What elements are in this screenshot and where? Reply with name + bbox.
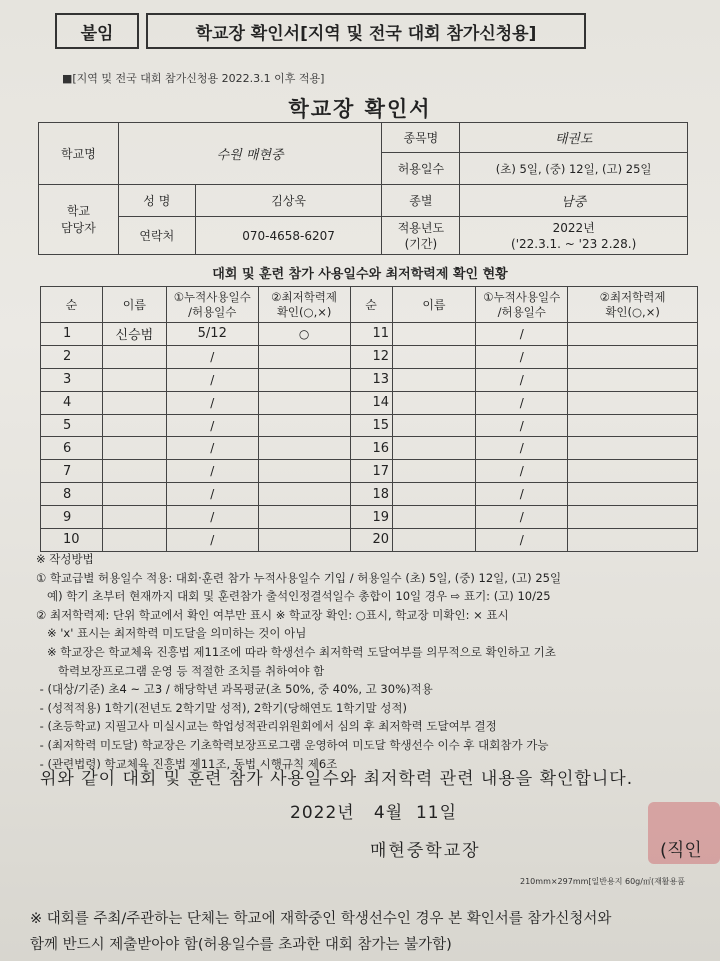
sport-value: 태권도 [460,123,688,153]
col-header-no: 순 [41,287,103,323]
cell-used: / [476,460,568,483]
cell-no: 13 [350,368,392,391]
col-header-used-days: ①누적사용일수 /허용일수 [166,287,258,323]
attachment-tag: 붙임 [55,13,139,49]
instruction-line: ※ 작성방법 [36,552,94,566]
cell-check [568,414,698,437]
instruction-line: ② 최저학력제: 단위 학교에서 확인 여부만 표시 ※ 학교장 확인: ○표시, 학교장 미확인: × 표시 [36,607,509,622]
cell-check [258,483,350,506]
cell-name: 신승범 [102,323,166,346]
cell-no: 18 [350,483,392,506]
cell-no: 12 [350,345,392,368]
col-header-no: 순 [350,287,392,323]
cell-used: / [476,483,568,506]
school-head-name: 매현중학교장 [370,841,481,861]
cell-name [102,368,166,391]
table-row [41,414,698,437]
cell-name [102,460,166,483]
cell-used: / [476,368,568,391]
seal-label: (직인 [660,840,702,861]
cell-name [102,414,166,437]
confirmation-statement: 위와 같이 대회 및 훈련 참가 사용일수와 최저학력 관련 내용을 확인합니다. [40,769,634,789]
document-heading: 학교장 확인서[지역 및 전국 대회 참가신청용] [146,13,586,49]
cell-name [392,529,476,552]
cell-no: 9 [41,506,103,529]
col-header-name: 이름 [102,287,166,323]
cell-no: 10 [41,529,103,552]
cell-name [392,368,476,391]
school-name-value: 수원 매현중 [118,123,382,185]
instruction-line: ① 학교급별 허용일수 적용: 대회·훈련 참가 누적사용일수 기입 / 허용일수 (초) 5일, (중) 12일, (고) 25일 [36,570,562,585]
cell-used: / [166,345,258,368]
cell-no: 14 [350,391,392,414]
cell-check [568,391,698,414]
cell-no: 7 [41,460,103,483]
cell-used: / [166,460,258,483]
cell-check [568,323,698,346]
cell-no: 6 [41,437,103,460]
year-value: 2022년 ('22.3.1. ~ '23 2.28.) [460,217,688,255]
cell-name [392,437,476,460]
cell-used: / [166,529,258,552]
confirmation-date: 2022년 4월 11일 [290,803,457,823]
manager-name-label: 성 명 [118,185,195,217]
cell-no: 2 [41,345,103,368]
cell-used: / [476,414,568,437]
instruction-line: - (초등학교) 지필고사 미실시교는 학업성적관리위원회에서 심의 후 최저학력 도달여부 결정 [36,719,497,734]
writing-instructions [36,550,716,773]
col-header-used-days: ①누적사용일수 /허용일수 [476,287,568,323]
cell-used: / [166,506,258,529]
col-header-name: 이름 [392,287,476,323]
cell-check [568,437,698,460]
cell-no: 11 [350,323,392,346]
manager-name-value: 김상욱 [195,185,382,217]
school-name-label: 학교명 [39,123,119,185]
cell-check [568,506,698,529]
usage-status-table [40,286,698,552]
cell-no: 16 [350,437,392,460]
instruction-line: - (성적적용) 1학기(전년도 2학기말 성적), 2학기(당해연도 1학기말 성적) [36,700,407,715]
cell-used: / [166,437,258,460]
cell-check: ○ [258,323,350,346]
cell-name [392,414,476,437]
cell-check [258,368,350,391]
cell-check [258,529,350,552]
cell-name [392,506,476,529]
division-value: 남중 [460,185,688,217]
cell-name [392,460,476,483]
cell-no: 4 [41,391,103,414]
cell-check [258,414,350,437]
cell-no: 1 [41,323,103,346]
cell-check [568,483,698,506]
cell-check [258,437,350,460]
cell-name [392,391,476,414]
status-subtitle: 대회 및 훈련 참가 사용일수와 최저학력제 확인 현황 [212,267,508,282]
division-label: 종별 [382,185,460,217]
instruction-line: ※ 학교장은 학교체육 진흥법 제11조에 따라 학생선수 최저학력 도달여부를 의무적으로 확인하고 기초 [36,644,556,659]
cell-check [568,345,698,368]
cell-name [392,483,476,506]
instruction-line: - (관련법령) 학교체육 진흥법 제11조, 동법 시행규칙 제6조 [36,756,338,771]
submission-note-line: 함께 반드시 제출받아야 함(허용일수를 초과한 대회 참가는 불가함) [30,937,452,953]
document-title: 학교장 확인서 [288,97,432,121]
cell-used: / [166,368,258,391]
allowed-days-value: (초) 5일, (중) 12일, (고) 25일 [460,153,688,185]
sport-label: 종목명 [382,123,460,153]
cell-no: 19 [350,506,392,529]
cell-check [258,391,350,414]
table-row [41,368,698,391]
instruction-line: 학력보장프로그램 운영 등 적절한 조치를 취하여야 함 [36,663,325,678]
col-header-min-academic: ②최저학력제 확인(○,×) [568,287,698,323]
submission-note [30,906,720,958]
cell-check [258,345,350,368]
col-header-min-academic: ②최저학력제 확인(○,×) [258,287,350,323]
cell-check [568,460,698,483]
instruction-line: ※ 'x' 표시는 최저학력 미도달을 의미하는 것이 아님 [36,626,307,641]
table-row [41,345,698,368]
cell-name [102,345,166,368]
cell-name [392,345,476,368]
cell-used: / [476,529,568,552]
applicability-notice: ■[지역 및 전국 대회 참가신청용 2022.3.1 이후 적용] [62,72,325,85]
cell-name [102,483,166,506]
table-row [41,506,698,529]
table-row [41,437,698,460]
cell-name [392,323,476,346]
cell-no: 20 [350,529,392,552]
table-row [41,460,698,483]
cell-no: 3 [41,368,103,391]
cell-name [102,437,166,460]
cell-name [102,391,166,414]
manager-label: 학교 담당자 [39,185,119,255]
cell-check [568,368,698,391]
instruction-line: - (최저학력 미도달) 학교장은 기초학력보장프로그램 운영하여 미도달 학생선수 이수 후 대회참가 가능 [36,737,549,752]
cell-check [568,529,698,552]
contact-value: 070-4658-6207 [195,217,382,255]
cell-check [258,506,350,529]
instruction-line: - (대상/기준) 초4 ~ 고3 / 해당학년 과목평균(초 50%, 중 40%, 고 30%)적용 [36,682,433,697]
table-row [41,483,698,506]
cell-used: / [476,391,568,414]
year-label: 적용년도 (기간) [382,217,460,255]
submission-note-line: ※ 대회를 주최/주관하는 단체는 학교에 재학중인 학생선수인 경우 본 확인서를 참가신청서와 [30,911,612,927]
cell-used: / [476,506,568,529]
paper-size-note: 210mm×297mm[일반용지 60g/㎡(재활용품 [520,877,685,886]
cell-used: / [166,391,258,414]
cell-no: 15 [350,414,392,437]
allowed-days-label: 허용일수 [382,153,460,185]
cell-name [102,506,166,529]
school-info-table [38,122,688,255]
instruction-line: 예) 학기 초부터 현재까지 대회 및 훈련참가 출석인정결석일수 총합이 10일 경우 ⇨ 표기: (고) 10/25 [36,589,551,604]
cell-used: / [476,345,568,368]
cell-no: 17 [350,460,392,483]
cell-used: / [166,483,258,506]
table-row [41,529,698,552]
cell-no: 5 [41,414,103,437]
cell-used: / [166,414,258,437]
cell-used: / [476,437,568,460]
cell-name [102,529,166,552]
table-row [41,323,698,346]
cell-check [258,460,350,483]
cell-no: 8 [41,483,103,506]
cell-used: 5/12 [166,323,258,346]
contact-label: 연락처 [118,217,195,255]
cell-used: / [476,323,568,346]
table-row [41,391,698,414]
